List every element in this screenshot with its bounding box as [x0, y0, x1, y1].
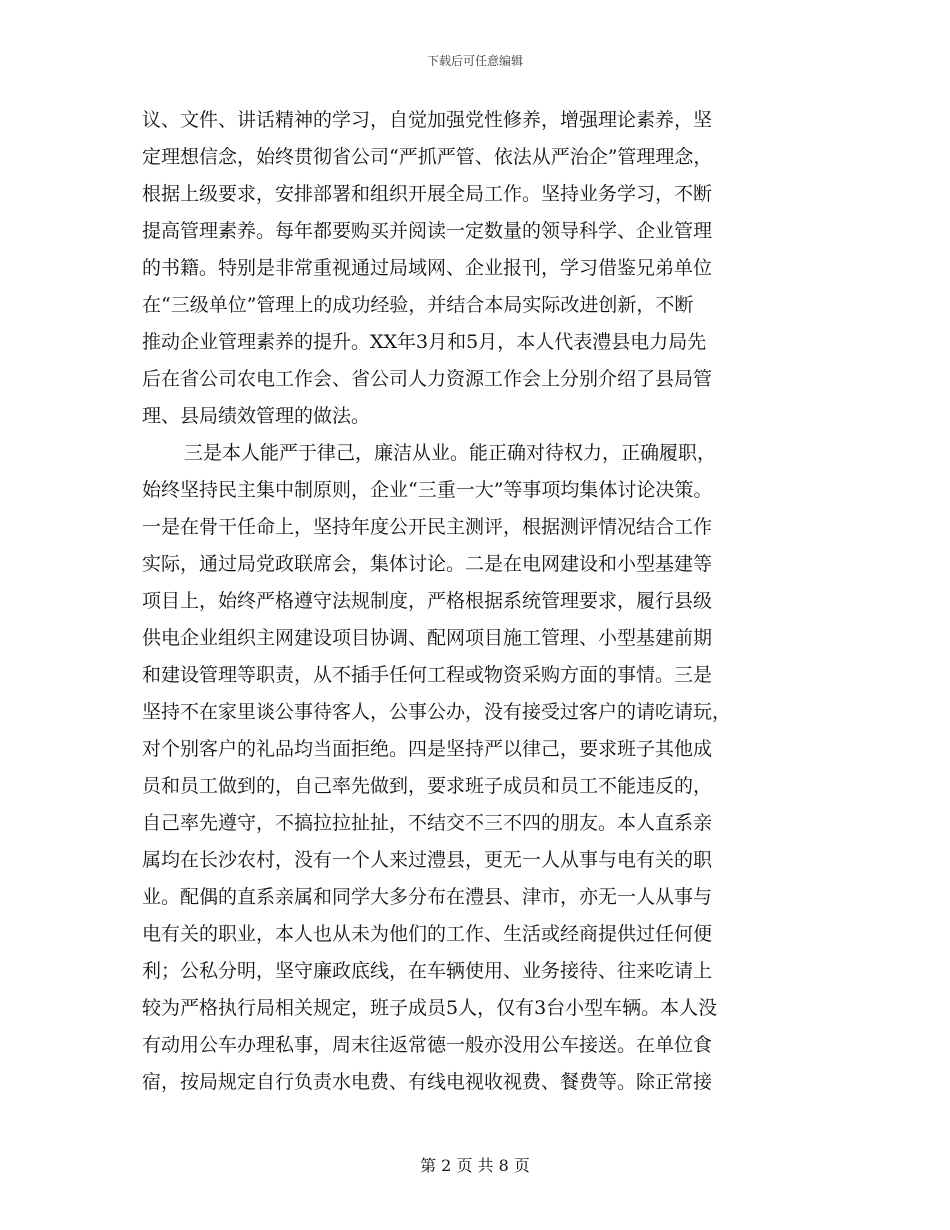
paragraph-start-line: 三是本人能严于律己，廉洁从业。能正确对待权力，正确履职，	[184, 442, 717, 464]
text-line: 的书籍。特别是非常重视通过局域网、企业报刊，学习借鉴兄弟单位	[142, 257, 713, 279]
text-line: 实际，通过局党政联席会，集体讨论。二是在电网建设和小型基建等	[142, 553, 713, 575]
text-line: 定理想信念，始终贯彻省公司“严抓严管、依法从严治企”管理理念，	[142, 146, 713, 168]
text-line: 坚持不在家里谈公事待客人，公事公办，没有接受过客户的请吃请玩，	[142, 701, 732, 723]
text-line: 业。配偶的直系亲属和同学大多分布在澧县、津市，亦无一人从事与	[142, 886, 713, 908]
text-line: 后在省公司农电工作会、省公司人力资源工作会上分别介绍了县局管	[142, 368, 713, 390]
text-line: 电有关的职业，本人也从未为他们的工作、生活或经商提供过任何便	[142, 923, 713, 945]
text-line: 有动用公车办理私事，周末往返常德一般亦没用公车接送。在单位食	[142, 1034, 713, 1056]
text-line: 项目上，始终严格遵守法规制度，严格根据系统管理要求，履行县级	[142, 590, 713, 612]
text-line: 议、文件、讲话精神的学习，自觉加强党性修养，增强理论素养，坚	[142, 109, 713, 131]
text-line: 始终坚持民主集中制原则，企业“三重一大”等事项均集体讨论决策。	[142, 479, 713, 501]
text-line: 较为严格执行局相关规定，班子成员5人，仅有3台小型车辆。本人没	[142, 997, 718, 1019]
text-line: 宿，按局规定自行负责水电费、有线电视收视费、餐费等。除正常接	[142, 1071, 713, 1093]
text-line: 提高管理素养。每年都要购买并阅读一定数量的领导科学、企业管理	[142, 220, 713, 242]
text-line: 在“三级单位”管理上的成功经验，并结合本局实际改进创新，不断	[142, 294, 694, 316]
page-footer-pagination: 第 2 页 共 8 页	[420, 1156, 530, 1175]
text-line: 根据上级要求，安排部署和组织开展全局工作。坚持业务学习，不断	[142, 183, 713, 205]
text-line: 一是在骨干任命上，坚持年度公开民主测评，根据测评情况结合工作	[142, 516, 713, 538]
text-line: 自己率先遵守，不搞拉拉扯扯，不结交不三不四的朋友。本人直系亲	[142, 812, 713, 834]
text-line: 利；公私分明，坚守廉政底线，在车辆使用、业务接待、往来吃请上	[142, 960, 713, 982]
text-line: 供电企业组织主网建设项目协调、配网项目施工管理、小型基建前期	[142, 627, 713, 649]
text-line: 属均在长沙农村，没有一个人来过澧县，更无一人从事与电有关的职	[142, 849, 713, 871]
page-header: 下载后可任意编辑	[426, 54, 523, 68]
text-line: 理、县局绩效管理的做法。	[142, 405, 371, 427]
text-line: 员和员工做到的，自己率先做到，要求班子成员和员工不能违反的，	[142, 775, 713, 797]
document-body	[142, 102, 810, 1101]
text-line: 和建设管理等职责，从不插手任何工程或物资采购方面的事情。三是	[142, 664, 713, 686]
text-line: 推动企业管理素养的提升。XX年3月和5月，本人代表澧县电力局先	[142, 331, 707, 353]
text-line: 对个别客户的礼品均当面拒绝。四是坚持严以律己，要求班子其他成	[142, 738, 713, 760]
